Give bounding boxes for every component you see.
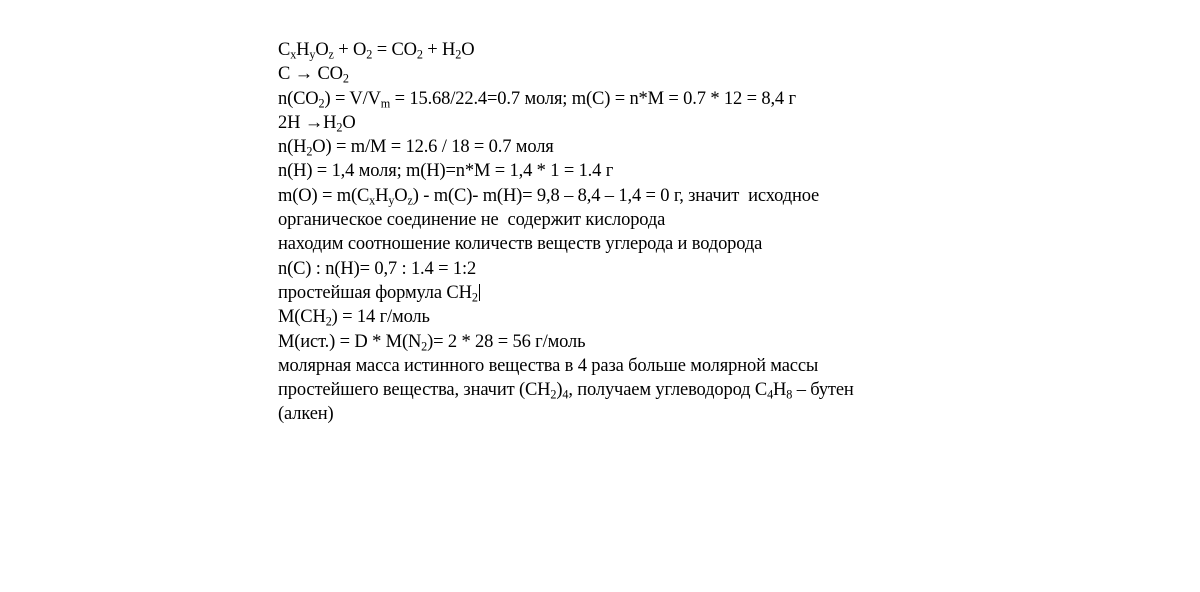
subscript-text: 4 [767, 387, 774, 402]
line-text: простейшего вещества, значит (CH [278, 380, 551, 401]
text-line [278, 87, 938, 111]
subscript-text: 2 [325, 314, 332, 329]
line-text: – бутен [792, 380, 854, 401]
line-text: + O [333, 40, 367, 60]
line-text: ) = V/V [324, 88, 381, 109]
line-text: )= 2 * 28 = 56 г/моль [427, 331, 586, 352]
subscript-text: x [290, 47, 297, 62]
subscript-text: 2 [306, 144, 313, 159]
subscript-text: 8 [786, 387, 793, 402]
subscript-text: 2 [366, 47, 373, 62]
line-text: ) - m(C)- m(H)= 9,8 – 8,4 – 1,4 = 0 г, значит исходное [412, 185, 820, 206]
subscript-text: z [328, 47, 334, 62]
text-line [278, 257, 938, 281]
subscript-text: 2 [471, 290, 478, 305]
text-line [278, 184, 938, 208]
line-text: n(H) = 1,4 моля; m(H)=n*M = 1,4 * 1 = 1.4 г [278, 161, 614, 182]
text-line [278, 62, 938, 86]
text-line [278, 378, 938, 402]
subscript-text: 2 [342, 71, 349, 86]
line-text: O) = m/M = 12.6 / 18 = 0.7 моля [312, 137, 554, 158]
subscript-text: 2 [336, 120, 343, 135]
line-text: 2H →H [278, 112, 337, 133]
document-body[interactable] [278, 38, 938, 427]
text-line [278, 208, 938, 232]
line-text: = 15.68/22.4=0.7 моля; m(C) = n*M = 0.7 * 12 = 8,4 г [390, 88, 796, 109]
line-text: C [278, 40, 291, 60]
text-line [278, 305, 938, 329]
text-line [278, 354, 938, 378]
line-text: M(CH [278, 307, 326, 328]
subscript-text: x [369, 193, 376, 208]
line-text: ) [556, 380, 563, 401]
line-text: C → CO [278, 64, 343, 85]
line-text: n(CO [278, 88, 319, 109]
line-text: H [375, 185, 389, 206]
text-line [278, 111, 938, 135]
subscript-text: 2 [550, 387, 557, 402]
line-text: O [315, 40, 329, 60]
subscript-text: 2 [421, 338, 428, 353]
text-line [278, 330, 938, 354]
line-text: простейшая формула CH [278, 282, 472, 303]
line-text: (алкен) [278, 404, 334, 425]
line-text: = CO [372, 40, 417, 60]
line-text: органическое соединение не содержит кислорода [278, 210, 666, 231]
text-line [278, 159, 938, 183]
line-text: , получаем углеводород C [568, 380, 768, 401]
text-line [278, 281, 938, 305]
subscript-text: 2 [455, 47, 462, 62]
line-text: O [342, 112, 356, 133]
line-text: + H [422, 40, 456, 60]
line-text: H [296, 40, 310, 60]
line-text: молярная масса истинного вещества в 4 раза больше молярной массы [278, 355, 819, 376]
line-text: n(C) : n(H)= 0,7 : 1.4 = 1:2 [278, 258, 477, 279]
text-line [278, 38, 938, 62]
line-text: H [773, 380, 787, 401]
line-text: ) = 14 г/моль [331, 307, 430, 328]
line-text: m(O) = m(C [278, 185, 370, 206]
subscript-text: y [388, 193, 395, 208]
text-line [278, 232, 938, 256]
subscript-text: z [407, 193, 413, 208]
line-text: O [461, 40, 475, 60]
line-text: O [394, 185, 408, 206]
text-line [278, 402, 938, 426]
subscript-text: y [309, 47, 316, 62]
subscript-text: 2 [318, 96, 325, 110]
subscript-text: m [380, 96, 391, 110]
line-text: находим соотношение количеств веществ углерода и водорода [278, 234, 763, 255]
subscript-text: 2 [416, 47, 423, 62]
line-text: M(ист.) = D * M(N [278, 331, 422, 352]
text-cursor [479, 284, 480, 301]
subscript-text: 4 [562, 387, 569, 402]
text-line [278, 135, 938, 159]
line-text: n(H [278, 137, 307, 158]
